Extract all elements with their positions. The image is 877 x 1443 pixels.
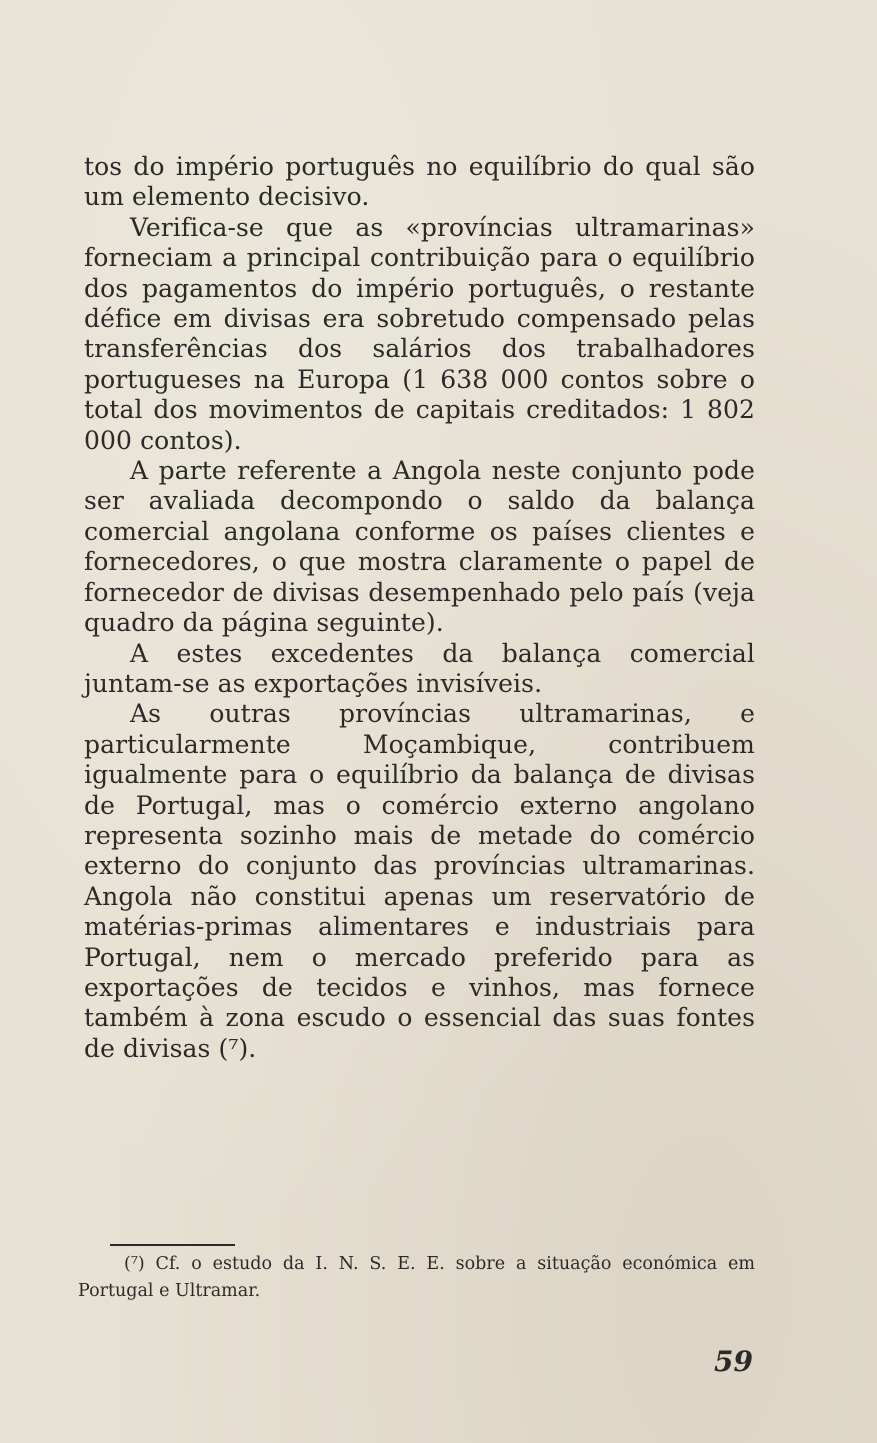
- body-text: [84, 152, 755, 1064]
- page-number: 59: [714, 1345, 753, 1378]
- paragraph-4: A estes excedentes da balança comercial juntam-se as exportações invisíveis.: [84, 638, 755, 698]
- footnote-divider: [110, 1244, 235, 1246]
- paragraph-2: Verifica-se que as «províncias ultramarinas» forneciam a principal contribuição para o equilíbrio dos pagamentos do império português, o restante défice em divisas era sobretudo compensado pelas transferências dos salários dos trabalhadores portugueses na Europa (1 638 000 contos sobre o total dos movimentos de capitais creditados: 1 802 000 contos).: [84, 212, 755, 455]
- paragraph-1: tos do império português no equilíbrio do qual são um elemento decisivo.: [84, 152, 755, 212]
- footnote-7: (⁷) Cf. o estudo da I. N. S. E. E. sobre a situação económica em Portugal e Ultramar.: [78, 1254, 755, 1301]
- paragraph-3: A parte referente a Angola neste conjunto pode ser avaliada decompondo o saldo da balança comercial angolana conforme os países clientes e fornecedores, o que mostra claramente o papel de fornecedor de divisas desempenhado pelo país (veja quadro da página seguinte).: [84, 456, 755, 638]
- paragraph-5: As outras províncias ultramarinas, e particularmente Moçambique, contribuem igualmente para o equilíbrio da balança de divisas de Portugal, mas o comércio externo angolano representa sozinho mais de metade do comércio externo do conjunto das províncias ultramarinas. Angola não constitui apenas um reservatório de matérias-primas alimentares e industriais para Portugal, nem o mercado preferido para as exportações de tecidos e vinhos, mas fornece também à zona escudo o essencial das suas fontes de divisas (⁷).: [84, 699, 755, 1063]
